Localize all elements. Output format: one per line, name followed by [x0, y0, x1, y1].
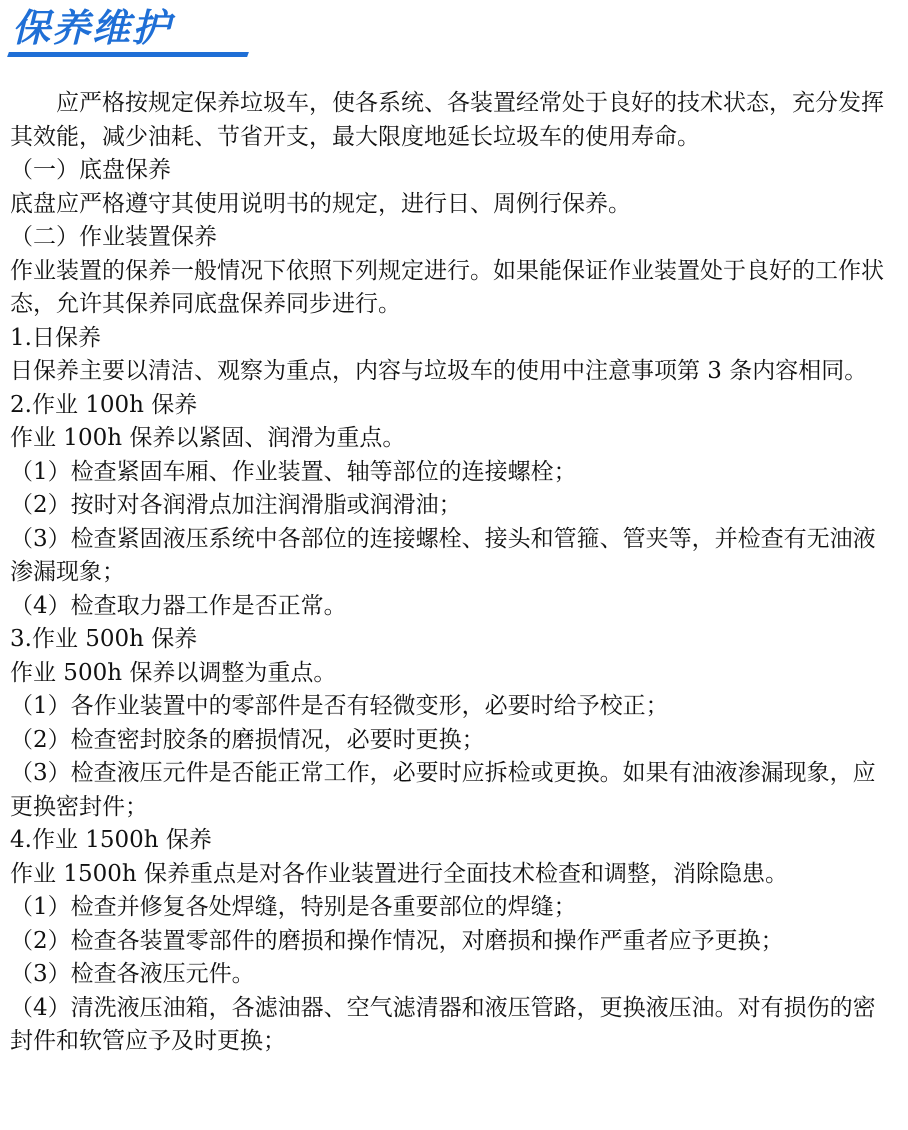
daily-heading: 1.日保养	[10, 324, 101, 351]
list-item: （2）检查密封胶条的磨损情况，必要时更换；	[10, 726, 485, 753]
h500-heading: 3.作业 500h 保养	[10, 626, 198, 652]
h500-paragraph: 作业 500h 保养以调整为重点。	[10, 659, 337, 686]
h1500-paragraph: 作业 1500h 保养重点是对各作业装置进行全面技术检查和调整，消除隐患。	[10, 860, 788, 887]
list-item: （4）检查取力器工作是否正常。	[10, 592, 347, 619]
page-title: 保养维护	[12, 6, 173, 50]
list-item: （1）各作业装置中的零部件是否有轻微变形，必要时给予校正；	[10, 693, 669, 719]
h1500-heading: 4.作业 1500h 保养	[10, 827, 212, 853]
list-item: （3）检查液压元件是否能正常工作，必要时应拆检或更换。如果有油液渗漏现象，应更换密封件；	[10, 760, 876, 820]
intro-paragraph: 应严格按规定保养垃圾车，使各系统、各装置经常处于良好的技术状态，充分发挥其效能，减少油耗、节省开支，最大限度地延长垃圾车的使用寿命。	[10, 90, 884, 150]
work-device-heading: （二）作业装置保养	[10, 224, 217, 250]
list-item: （3）检查紧固液压系统中各部位的连接螺栓、接头和管箍、管夹等，并检查有无油液 渗漏现象；	[10, 525, 899, 585]
list-item: （2）检查各装置零部件的磨损和操作情况，对磨损和操作严重者应予更换；	[10, 927, 784, 954]
h100-heading: 2.作业 100h 保养	[10, 391, 198, 418]
h100-paragraph: 作业 100h 保养以紧固、润滑为重点。	[10, 425, 406, 451]
list-item: （3）检查各液压元件。	[10, 961, 255, 987]
chassis-heading: （一）底盘保养	[10, 157, 171, 183]
work-device-paragraph: 作业装置的保养一般情况下依照下列规定进行。如果能保证作业装置处于良好的工作状态，允许其保养同底盘保养同步进行。	[10, 257, 884, 317]
list-item: （2）按时对各润滑点加注润滑脂或润滑油；	[10, 492, 462, 518]
daily-paragraph: 日保养主要以清洁、观察为重点，内容与垃圾车的使用中注意事项第 3 条内容相同。	[10, 358, 868, 384]
list-item: （1）检查并修复各处焊缝，特别是各重要部位的焊缝；	[10, 894, 577, 920]
list-item: （1）检查紧固车厢、作业装置、轴等部位的连接螺栓；	[10, 458, 577, 485]
chassis-paragraph: 底盘应严格遵守其使用说明书的规定，进行日、周例行保养。	[10, 190, 631, 217]
section-title-banner	[8, 0, 268, 62]
document-body	[10, 87, 899, 1059]
list-item: （4）清洗液压油箱，各滤油器、空气滤清器和液压管路，更换液压油。对有损伤的密封件和软管应予及时更换；	[10, 994, 876, 1054]
title-underline	[7, 52, 249, 57]
